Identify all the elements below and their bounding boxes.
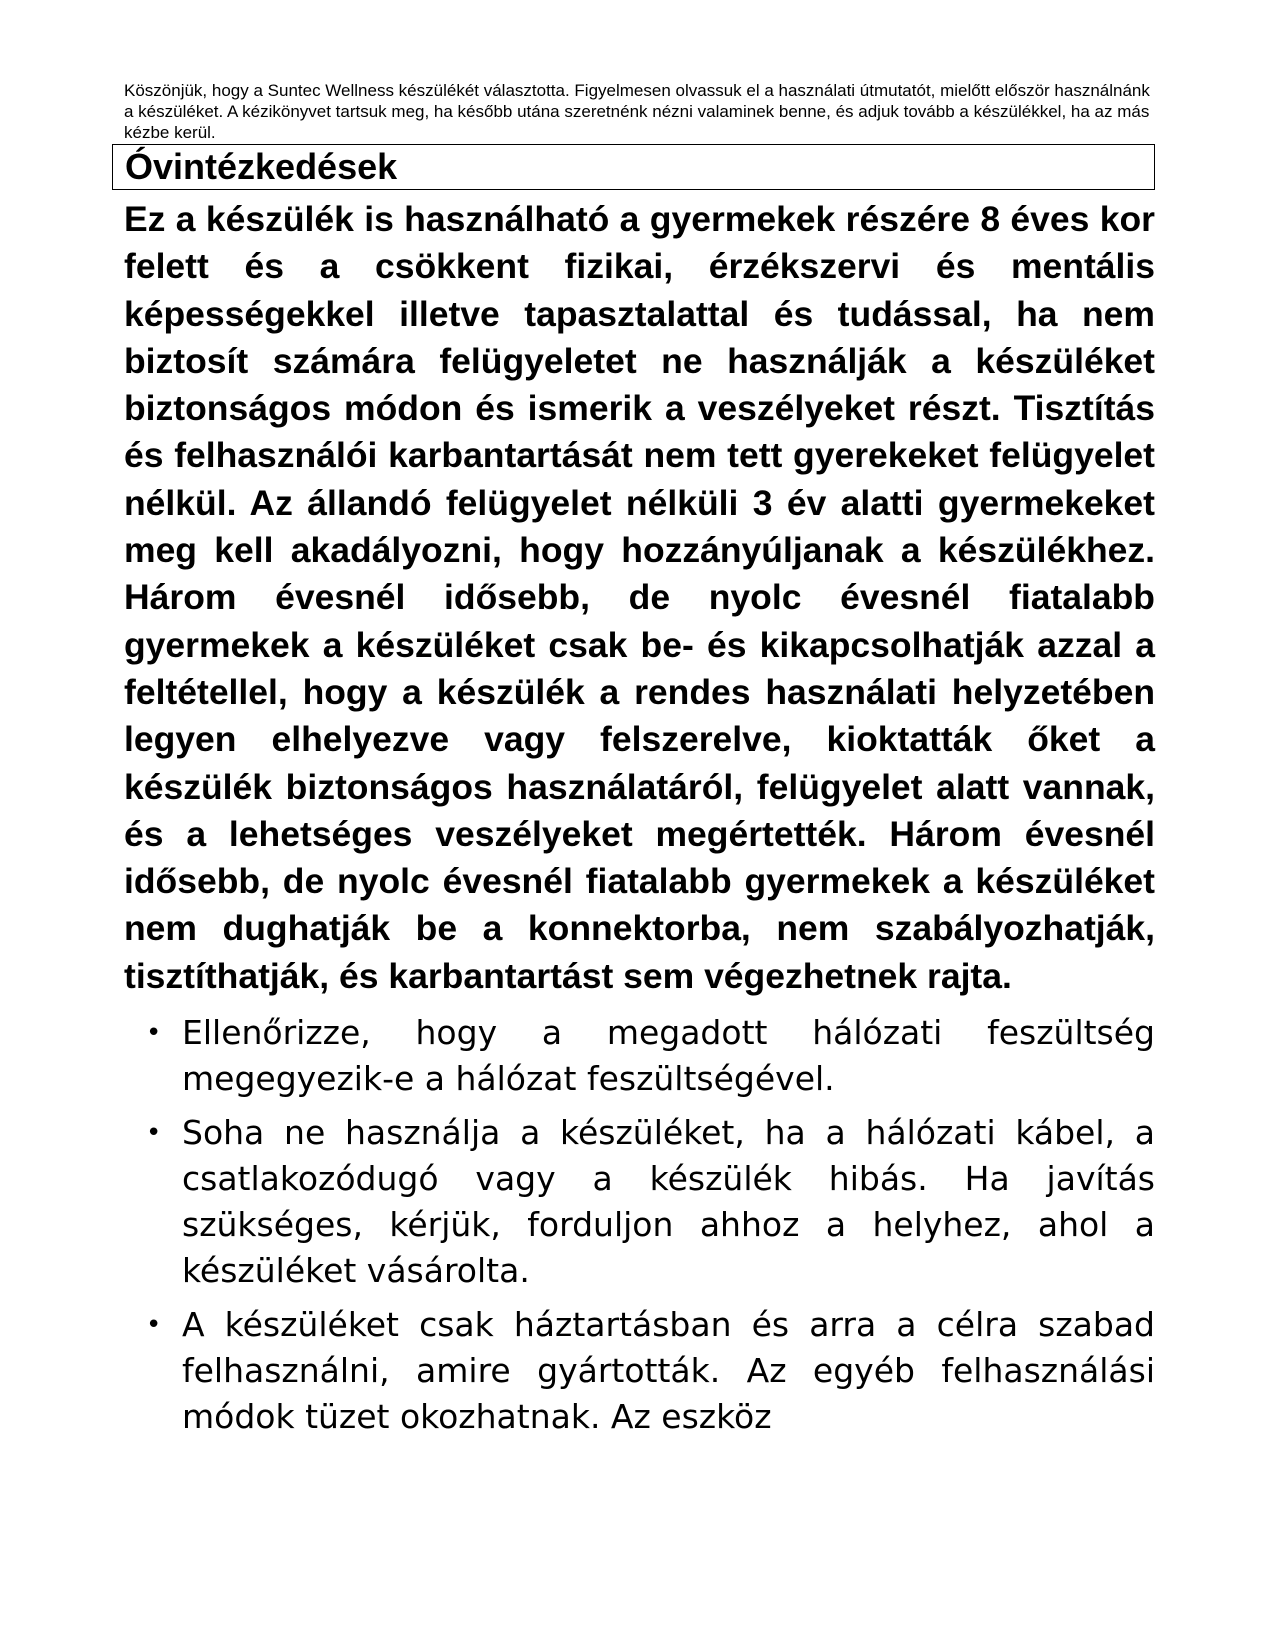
precaution-text: A készüléket csak háztartásban és arra a célra szabad felhasználni, amire gyártották. Az egyéb felhasználási módok tüzet okozhatnak. Az eszköz: [182, 1305, 1155, 1437]
precaution-item-household-use: [124, 1302, 1155, 1440]
section-heading-box: [112, 144, 1155, 190]
precaution-item-voltage: [124, 1010, 1155, 1102]
precaution-text: Ellenőrizze, hogy a megadott hálózati feszültség megegyezik-e a hálózat feszültségével.: [182, 1013, 1155, 1099]
bullet-icon: •: [146, 1018, 162, 1049]
precaution-item-damaged-cable: [124, 1110, 1155, 1294]
child-safety-warning: Ez a készülék is használható a gyermekek részére 8 éves kor felett és a csökkent fizikai, érzékszervi és mentális képességekkel illetve tapasztalattal és tudással, ha nem biztosít számára felügyeletet ne használják a készüléket biztonságos módon és ismerik a veszélyeket részt. Tisztítás és felhasználói karbantartását nem tett gyerekeket felügyelet nélkül. Az állandó felügyelet nélküli 3 év alatti gyermekeket meg kell akadályozni, hogy hozzányúljanak a készülékhez. Három évesnél idősebb, de nyolc évesnél fiatalabb gyermekek a készüléket csak be- és kikapcsolhatják azzal a feltétellel, hogy a készülék a rendes használati helyzetében legyen elhelyezve vagy felszerelve, kioktatták őket a készülék biztonságos használatáról, felügyelet alatt vannak, és a lehetséges veszélyeket megértették. Három évesnél idősebb, de nyolc évesnél fiatalabb gyermekek a készüléket nem dughatják be a konnektorba, nem szabályozhatják, tisztíthatják, és karbantartást sem végezhetnek rajta.: [124, 199, 1155, 996]
document-page: [124, 80, 1155, 1448]
precaution-text: Soha ne használja a készüléket, ha a hálózati kábel, a csatlakozódugó vagy a készülék hibás. Ha javítás szükséges, kérjük, forduljon ahhoz a helyhez, ahol a készüléket vásárolta.: [182, 1113, 1155, 1291]
bullet-icon: •: [146, 1118, 162, 1149]
intro-paragraph: Köszönjük, hogy a Suntec Wellness készülékét választotta. Figyelmesen olvassuk el a használati útmutatót, mielőtt először használnánk a készüléket. A kézikönyvet tartsuk meg, ha később utána szeretnénk nézni valaminek benne, és adjuk tovább a készülékkel, ha az más kézbe kerül.: [124, 81, 1150, 142]
precaution-list: [124, 1010, 1155, 1440]
bullet-icon: •: [146, 1310, 162, 1341]
section-heading: Óvintézkedések: [125, 146, 398, 187]
